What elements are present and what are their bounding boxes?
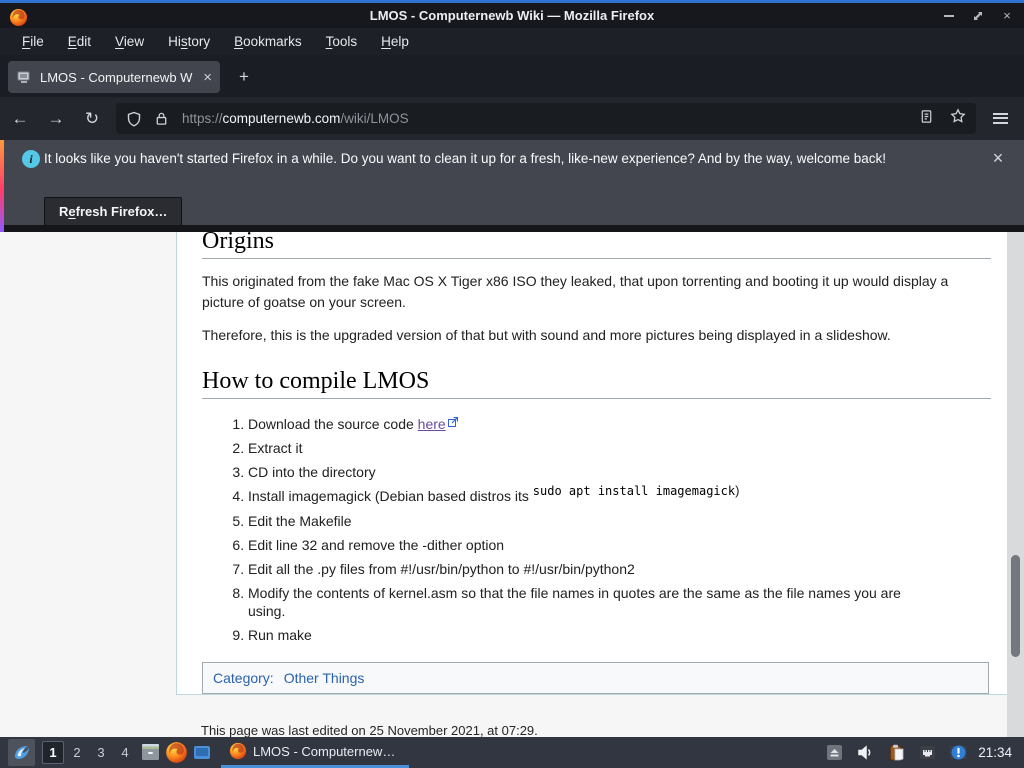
removable-media-icon[interactable]	[824, 743, 844, 763]
blue-screen-icon	[191, 742, 213, 764]
compile-steps-list	[202, 413, 922, 644]
refresh-firefox-button[interactable]: Refresh Firefox…	[44, 197, 182, 226]
forward-button[interactable]: →	[47, 108, 65, 128]
category-box	[202, 662, 989, 694]
clipboard-icon[interactable]	[886, 743, 906, 763]
step-download: 1. Download the source code here	[248, 413, 922, 433]
new-tab-button[interactable]: +	[239, 67, 249, 86]
firefox-logo-icon	[9, 8, 28, 27]
menu-history[interactable]: History	[168, 34, 211, 49]
back-button[interactable]: ←	[11, 108, 29, 128]
workspace-1-button[interactable]: 1	[42, 741, 64, 764]
taskbar-window-title: LMOS - Computernew…	[253, 743, 396, 759]
step-imagemagick: 4. Install imagemagick (Debian based distros its sudo apt install imagemagick)	[248, 487, 922, 506]
heading-origins: Origins	[202, 232, 991, 259]
menu-file[interactable]: File	[22, 34, 44, 49]
menu-bookmarks[interactable]: Bookmarks	[234, 34, 302, 49]
file-cabinet-icon	[139, 741, 162, 764]
minimize-button[interactable]	[942, 9, 956, 23]
info-icon: i	[22, 150, 40, 168]
taskbar-window-button[interactable]	[221, 737, 409, 768]
menu-help[interactable]: Help	[381, 34, 409, 49]
taskbar	[0, 737, 1024, 768]
origins-paragraph-1: This originated from the fake Mac OS X Tiger x86 ISO they leaked, that upon torrenting and booting it up would display a picture of goatse on your screen.	[202, 273, 949, 310]
lubuntu-bird-icon	[11, 742, 32, 763]
window-controls	[942, 3, 1014, 28]
step-cd: 3. CD into the directory	[248, 463, 922, 481]
lock-icon[interactable]	[154, 111, 170, 127]
volume-icon[interactable]	[855, 743, 875, 763]
shield-icon[interactable]	[126, 111, 142, 127]
heading-how-to-compile: How to compile LMOS	[202, 368, 991, 399]
category-value-link[interactable]: Other Things	[283, 670, 365, 686]
restore-button[interactable]	[971, 9, 985, 23]
page-viewport	[0, 232, 1024, 737]
window-titlebar	[0, 0, 1024, 28]
urlbar-actions	[919, 108, 966, 129]
reader-mode-icon[interactable]	[919, 109, 934, 129]
article-content	[176, 232, 1007, 695]
workspace-4-button[interactable]: 4	[121, 745, 129, 760]
notification-bar	[0, 140, 1024, 225]
active-tab[interactable]	[8, 61, 220, 93]
file-manager-launcher[interactable]	[137, 740, 163, 766]
last-edited-note: This page was last edited on 25 November 2021, at 07:29.	[201, 723, 538, 737]
external-link-icon	[448, 413, 458, 431]
firefox-launcher[interactable]	[163, 740, 189, 766]
apt-install-code: sudo apt install imagemagick	[532, 484, 736, 498]
firefox-icon	[165, 741, 188, 764]
step-makefile: 5. Edit the Makefile	[248, 512, 922, 530]
tab-close-button[interactable]: ×	[203, 68, 212, 86]
navigation-toolbar	[0, 97, 1024, 140]
url-text[interactable]: https://computernewb.com/wiki/LMOS	[182, 111, 409, 126]
category-label-link[interactable]: Category:	[213, 670, 274, 686]
workspace-2-button[interactable]: 2	[73, 745, 81, 760]
chrome-bottom-strip	[0, 225, 1024, 232]
app-menu-button[interactable]	[988, 107, 1012, 129]
step-python: 7. Edit all the .py files from #!/usr/bin/python to #!/usr/bin/python2	[248, 560, 922, 578]
bookmark-star-icon[interactable]	[950, 108, 966, 129]
system-tray	[824, 743, 968, 763]
hamburger-icon	[993, 113, 1008, 124]
firefox-task-icon	[229, 742, 247, 760]
minimize-icon	[944, 15, 954, 17]
site-favicon	[16, 69, 32, 85]
menu-tools[interactable]: Tools	[325, 34, 358, 49]
close-window-button[interactable]: ×	[1003, 8, 1011, 23]
restore-icon	[972, 10, 984, 22]
source-code-link[interactable]: here	[417, 416, 446, 432]
window-title: LMOS - Computernewb Wiki — Mozilla Firefox	[369, 8, 655, 23]
screen-tool-launcher[interactable]	[189, 740, 215, 766]
step-kernel-asm: 8. Modify the contents of kernel.asm so that the file names in quotes are the same as the file names you are using.	[248, 584, 922, 620]
origins-paragraph-2: Therefore, this is the upgraded version of that but with sound and more pictures being displayed in a slideshow.	[202, 327, 891, 343]
clock: 21:34	[978, 745, 1012, 760]
scrollbar-track[interactable]	[1007, 232, 1024, 737]
step-dither: 6. Edit line 32 and remove the -dither option	[248, 536, 922, 554]
update-notifier-icon[interactable]	[948, 743, 968, 763]
menu-view[interactable]: View	[115, 34, 145, 49]
step-extract: 2. Extract it	[248, 439, 922, 457]
scrollbar-thumb[interactable]	[1011, 555, 1020, 657]
network-icon[interactable]	[917, 743, 937, 763]
notification-message: It looks like you haven't started Firefox in a while. Do you want to clean it up for a fresh, like-new experience? And by the way, welcome back!	[44, 151, 887, 166]
tab-title: LMOS - Computernewb W	[40, 69, 193, 85]
reload-button[interactable]: ↻	[84, 108, 100, 128]
notification-accent-stripe	[0, 140, 4, 232]
system-menu-button[interactable]	[8, 739, 35, 766]
tab-bar	[0, 55, 1024, 97]
step-run-make: 9. Run make	[248, 626, 922, 644]
url-bar[interactable]	[116, 103, 976, 134]
workspace-3-button[interactable]: 3	[97, 745, 105, 760]
menu-edit[interactable]: Edit	[67, 34, 92, 49]
menu-bar	[0, 28, 1024, 55]
notification-close-button[interactable]: ×	[992, 147, 1004, 168]
